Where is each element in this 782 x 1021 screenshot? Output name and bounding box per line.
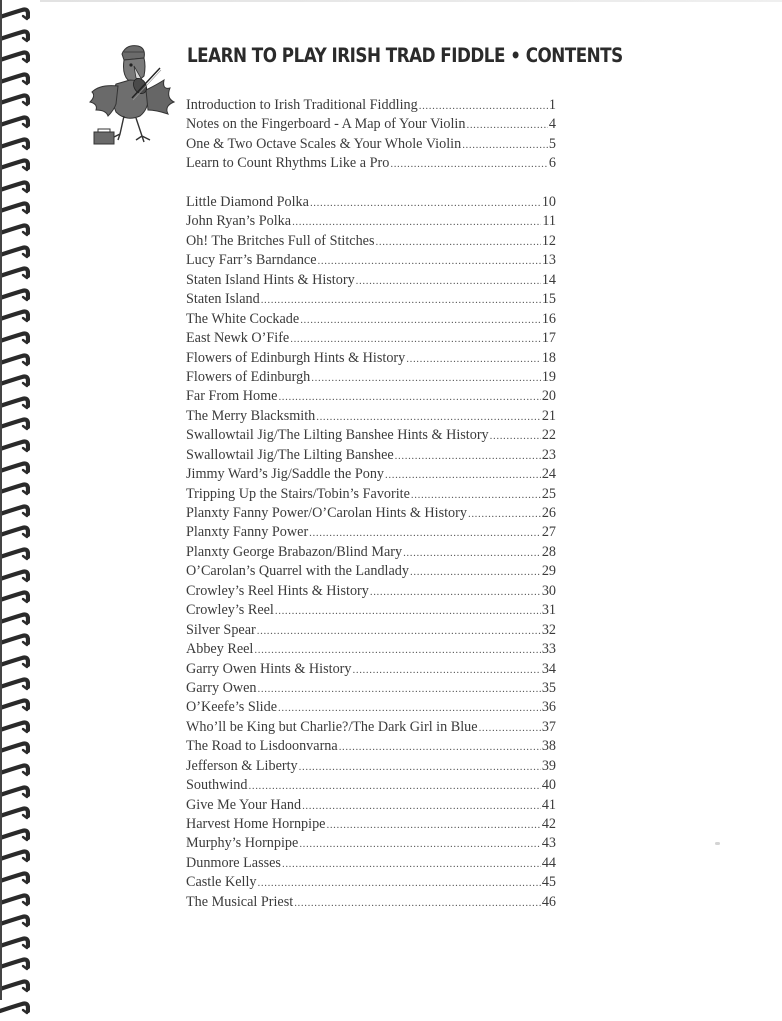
spiral-coil xyxy=(0,544,30,562)
toc-entry-page-number: 44 xyxy=(541,854,556,871)
page-top-edge xyxy=(40,0,782,2)
spiral-coil xyxy=(0,306,30,324)
dot-leader xyxy=(462,136,548,155)
spiral-coil xyxy=(0,350,30,368)
spiral-coil xyxy=(0,890,30,908)
toc-entry-page-number: 33 xyxy=(541,641,556,658)
spiral-coil xyxy=(0,134,30,152)
spiral-coil xyxy=(0,90,30,108)
dot-leader xyxy=(353,661,541,680)
toc-entry xyxy=(186,834,556,853)
toc-entry-title: Far From Home xyxy=(186,388,278,405)
toc-entry-title: John Ryan’s Polka xyxy=(186,213,292,230)
spiral-coil xyxy=(0,566,30,584)
dot-leader xyxy=(292,213,541,232)
spiral-coil xyxy=(0,198,30,216)
dot-leader xyxy=(309,524,541,543)
toc-entry-title: Learn to Count Rhythms Like a Pro xyxy=(186,155,390,172)
toc-entry xyxy=(186,446,556,465)
toc-entry xyxy=(186,349,556,368)
toc-entry-page-number: 13 xyxy=(541,252,556,269)
toc-entry xyxy=(186,873,556,892)
dot-leader xyxy=(311,369,541,388)
dot-leader xyxy=(302,797,541,816)
dot-leader xyxy=(411,486,541,505)
spiral-coil xyxy=(0,263,30,281)
dot-leader xyxy=(390,155,548,174)
toc-entry-title: O’Carolan’s Quarrel with the Landlady xyxy=(186,563,409,580)
toc-entry-title: Flowers of Edinburgh Hints & History xyxy=(186,349,406,366)
toc-entry xyxy=(186,776,556,795)
toc-entry-title: Murphy’s Hornpipe xyxy=(186,835,299,852)
dot-leader xyxy=(299,758,541,777)
toc-entry-page-number: 15 xyxy=(541,291,556,308)
toc-entry xyxy=(186,387,556,406)
toc-entry xyxy=(186,368,556,387)
toc-entry-page-number: 42 xyxy=(541,816,556,832)
toc-entry-title: Dunmore Lasses xyxy=(186,854,281,871)
spiral-coil xyxy=(0,155,30,173)
toc-entry-title: Garry Owen xyxy=(186,679,257,696)
spiral-coil xyxy=(0,220,30,238)
spiral-coil xyxy=(0,998,30,1016)
toc-entry-title: The Merry Blacksmith xyxy=(186,407,316,424)
spiral-coil xyxy=(0,522,30,540)
toc-entry xyxy=(186,251,556,270)
toc-entry xyxy=(186,232,556,251)
toc-entry-page-number: 30 xyxy=(541,582,556,599)
toc-entry-page-number: 40 xyxy=(541,777,556,794)
spiral-coil xyxy=(0,177,30,195)
toc-entry-page-number: 22 xyxy=(541,427,556,444)
spiral-coil xyxy=(0,328,30,346)
toc-entry-title: Castle Kelly xyxy=(186,874,257,891)
spiral-coil xyxy=(0,695,30,713)
toc-entry-page-number: 36 xyxy=(541,699,556,716)
dot-leader xyxy=(275,602,541,621)
dot-leader xyxy=(339,738,541,757)
spiral-edge xyxy=(0,0,2,1000)
dot-leader xyxy=(290,330,541,349)
toc-entry-page-number: 20 xyxy=(541,388,556,405)
toc-entry xyxy=(186,660,556,679)
dot-leader xyxy=(468,505,541,524)
toc-entry-title: O’Keefe’s Slide xyxy=(186,699,278,716)
toc-entry-title: Southwind xyxy=(186,777,248,794)
toc-entry xyxy=(186,640,556,659)
toc-entry-title: The White Cockade xyxy=(186,310,300,327)
spiral-coil xyxy=(0,738,30,756)
toc-entry-title: Notes on the Fingerboard - A Map of Your Violin xyxy=(186,116,466,133)
toc-entry xyxy=(186,543,556,562)
toc-entry-title: Planxty George Brabazon/Blind Mary xyxy=(186,543,403,560)
toc-entry-page-number: 45 xyxy=(541,874,556,891)
toc-entry-page-number: 27 xyxy=(541,524,556,541)
toc-entry xyxy=(186,737,556,756)
toc-entry xyxy=(186,154,556,173)
spiral-coil xyxy=(0,868,30,886)
toc-entry-page-number: 21 xyxy=(541,407,556,424)
toc-entry-page-number: 37 xyxy=(541,718,556,735)
spiral-coil xyxy=(0,674,30,692)
toc-entry xyxy=(186,115,556,134)
toc-entry-page-number: 1 xyxy=(548,97,556,113)
toc-entry xyxy=(186,601,556,620)
toc-entry-title: Staten Island Hints & History xyxy=(186,271,355,288)
toc-entry-page-number: 32 xyxy=(541,621,556,638)
toc-entry xyxy=(186,271,556,290)
spiral-coil xyxy=(0,47,30,65)
toc-entry xyxy=(186,96,556,115)
scan-speck xyxy=(715,842,720,845)
toc-entry-page-number: 39 xyxy=(541,757,556,774)
spiral-coil xyxy=(0,609,30,627)
toc-entry-page-number: 11 xyxy=(542,213,556,230)
spiral-coil xyxy=(0,911,30,929)
toc-entry-title: Planxty Fanny Power/O’Carolan Hints & History xyxy=(186,505,467,521)
spiral-coil xyxy=(0,26,30,44)
toc-entry-page-number: 23 xyxy=(541,446,556,463)
toc-entry-page-number: 29 xyxy=(541,563,556,580)
toc-entry-title: Swallowtail Jig/The Lilting Banshee xyxy=(186,446,394,463)
spiral-coil xyxy=(0,4,30,22)
spiral-coil xyxy=(0,371,30,389)
spiral-coil xyxy=(0,285,30,303)
dot-leader xyxy=(278,699,541,718)
toc-entry-page-number: 31 xyxy=(541,602,556,619)
toc-entry-page-number: 16 xyxy=(541,310,556,327)
toc-entry-title: Tripping Up the Stairs/Tobin’s Favorite xyxy=(186,485,410,502)
dot-leader xyxy=(466,116,547,135)
spiral-coil xyxy=(0,652,30,670)
toc-entry-page-number: 25 xyxy=(541,485,556,502)
dot-leader xyxy=(258,680,541,699)
toc-entry-page-number: 43 xyxy=(541,835,556,852)
spiral-coil xyxy=(0,393,30,411)
toc-entry xyxy=(186,718,556,737)
dot-leader xyxy=(278,388,540,407)
dot-leader xyxy=(258,874,541,893)
spiral-coil xyxy=(0,846,30,864)
dot-leader xyxy=(254,641,540,660)
toc-tune-list xyxy=(186,193,556,912)
spiral-coil xyxy=(0,760,30,778)
toc-entry-title: Crowley’s Reel Hints & History xyxy=(186,582,369,599)
toc-entry-page-number: 41 xyxy=(541,796,556,813)
toc-entry xyxy=(186,523,556,542)
toc-intro-sections xyxy=(186,96,556,174)
toc-entry-page-number: 14 xyxy=(541,271,556,288)
dot-leader xyxy=(261,291,541,310)
spiral-coil xyxy=(0,717,30,735)
toc-entry-page-number: 19 xyxy=(541,368,556,385)
toc-entry-title: Give Me Your Hand xyxy=(186,796,302,813)
toc-entry-page-number: 35 xyxy=(541,679,556,696)
dot-leader xyxy=(410,563,541,582)
dot-leader xyxy=(403,544,541,563)
toc-entry-page-number: 26 xyxy=(541,505,556,521)
page-title: LEARN TO PLAY IRISH TRAD FIDDLE • CONTENTS xyxy=(187,44,623,67)
toc-entry-page-number: 5 xyxy=(548,135,556,152)
toc-entry xyxy=(186,679,556,698)
toc-entry-title: Crowley’s Reel xyxy=(186,602,274,619)
toc-entry xyxy=(186,815,556,834)
spiral-coil xyxy=(0,630,30,648)
dot-leader xyxy=(316,408,541,427)
toc-entry xyxy=(186,329,556,348)
dot-leader xyxy=(282,855,541,874)
spiral-coil xyxy=(0,825,30,843)
dot-leader xyxy=(299,835,541,854)
toc-entry-title: Little Diamond Polka xyxy=(186,194,309,210)
toc-entry xyxy=(186,562,556,581)
toc-entry-title: Flowers of Edinburgh xyxy=(186,368,311,385)
toc-entry-page-number: 18 xyxy=(541,349,556,366)
toc-entry-title: Harvest Home Hornpipe xyxy=(186,816,326,832)
toc-entry-page-number: 28 xyxy=(541,543,556,560)
toc-entry-page-number: 34 xyxy=(541,660,556,677)
dot-leader xyxy=(395,447,541,466)
dot-leader xyxy=(294,894,541,913)
toc-entry xyxy=(186,485,556,504)
toc-entry-page-number: 38 xyxy=(541,738,556,755)
spiral-coil xyxy=(0,803,30,821)
toc-entry xyxy=(186,193,556,212)
dot-leader xyxy=(385,466,541,485)
toc-entry-title: Swallowtail Jig/The Lilting Banshee Hints & History xyxy=(186,427,489,444)
dot-leader xyxy=(310,194,541,213)
toc-entry-title: One & Two Octave Scales & Your Whole Violin xyxy=(186,135,462,152)
toc-entry-title: Jimmy Ward’s Jig/Saddle the Pony xyxy=(186,466,385,483)
toc-entry-title: The Musical Priest xyxy=(186,893,294,910)
dot-leader xyxy=(479,719,541,738)
spiral-coil xyxy=(0,242,30,260)
dot-leader xyxy=(318,252,541,271)
toc-entry-page-number: 4 xyxy=(548,116,556,133)
dot-leader xyxy=(490,427,541,446)
dot-leader xyxy=(257,622,541,641)
toc-entry-title: Who’ll be King but Charlie?/The Dark Girl in Blue xyxy=(186,718,478,735)
toc-entry xyxy=(186,290,556,309)
dot-leader xyxy=(419,97,548,116)
dot-leader xyxy=(406,350,541,369)
toc-entry xyxy=(186,757,556,776)
dot-leader xyxy=(370,583,541,602)
toc-entry xyxy=(186,698,556,717)
spiral-coil xyxy=(0,976,30,994)
toc-entry xyxy=(186,893,556,912)
fiddler-bird-icon xyxy=(86,40,178,148)
spiral-coil xyxy=(0,112,30,130)
toc-entry-title: Jefferson & Liberty xyxy=(186,757,298,774)
toc-entry-page-number: 46 xyxy=(541,893,556,910)
toc-entry-title: Abbey Reel xyxy=(186,641,254,658)
toc-entry-page-number: 6 xyxy=(548,155,556,172)
dot-leader xyxy=(376,233,541,252)
toc-entry xyxy=(186,426,556,445)
toc-entry-title: Lucy Farr’s Barndance xyxy=(186,252,317,269)
toc-entry xyxy=(186,465,556,484)
toc-entry-page-number: 12 xyxy=(541,232,556,249)
toc-entry-title: Oh! The Britches Full of Stitches xyxy=(186,232,375,249)
toc-entry-title: Introduction to Irish Traditional Fiddling xyxy=(186,97,418,113)
toc-entry xyxy=(186,310,556,329)
toc-entry-title: Silver Spear xyxy=(186,621,256,638)
spiral-coil xyxy=(0,782,30,800)
spiral-coil xyxy=(0,414,30,432)
dot-leader xyxy=(249,777,541,796)
toc-entry xyxy=(186,504,556,523)
dot-leader xyxy=(326,816,540,835)
spiral-coil xyxy=(0,501,30,519)
spiral-coil xyxy=(0,479,30,497)
dot-leader xyxy=(300,311,541,330)
toc-entry-page-number: 10 xyxy=(541,194,556,210)
toc-entry-title: Staten Island xyxy=(186,291,260,308)
dot-leader xyxy=(356,272,541,291)
spiral-coil xyxy=(0,954,30,972)
toc-entry xyxy=(186,582,556,601)
spiral-coil xyxy=(0,458,30,476)
spiral-coil xyxy=(0,436,30,454)
toc-entry xyxy=(186,796,556,815)
toc-entry xyxy=(186,407,556,426)
spiral-coil xyxy=(0,69,30,87)
toc-entry xyxy=(186,621,556,640)
toc-entry-page-number: 24 xyxy=(541,466,556,483)
spiral-coil xyxy=(0,933,30,951)
spiral-coil xyxy=(0,587,30,605)
spiral-binding xyxy=(0,0,34,1000)
toc-entry-title: East Newk O’Fife xyxy=(186,330,290,347)
toc-entry-title: Planxty Fanny Power xyxy=(186,524,309,541)
toc-entry xyxy=(186,135,556,154)
toc-entry xyxy=(186,854,556,873)
toc-entry-page-number: 17 xyxy=(541,330,556,347)
toc-entry-title: Garry Owen Hints & History xyxy=(186,660,352,677)
toc-entry-title: The Road to Lisdoonvarna xyxy=(186,738,338,755)
toc-entry xyxy=(186,212,556,231)
